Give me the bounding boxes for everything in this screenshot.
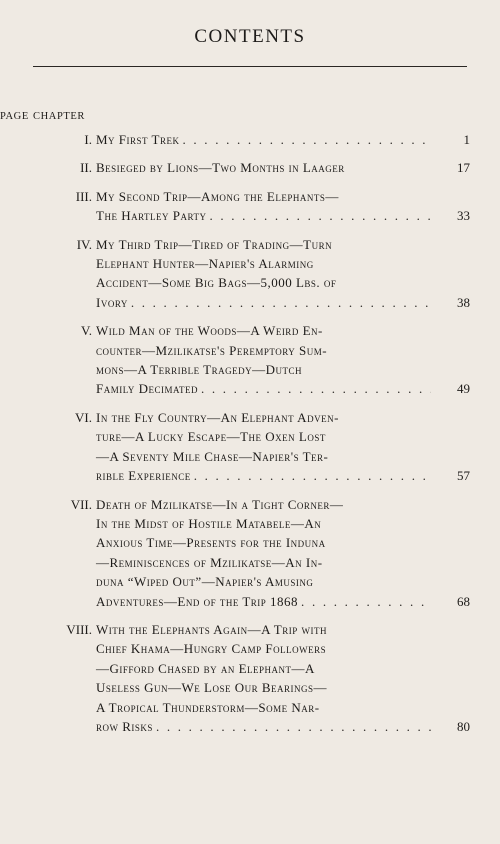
chapter-title-line: duna “Wiped Out”—Napier's Amusing [96,574,314,590]
dot-leader [201,379,431,398]
toc-entry[interactable] [0,620,500,736]
dot-leader [156,717,431,736]
chapter-title-line: Death of Mzilikatse—In a Tight Corner— [96,496,344,512]
chapter-title-line: Elephant Hunter—Napier's Alarming [96,256,314,272]
chapter-title-line [96,206,431,225]
chapter-number: IV. [76,236,92,252]
chapter-title-line [96,379,431,398]
chapter-title-line: With the Elephants Again—A Trip with [96,621,327,637]
toc-entries [0,130,500,745]
chapter-number: III. [75,188,92,204]
chapter-title-line: Anxious Time—Presents for the Induna [96,535,326,551]
chapter-title [96,187,431,226]
title-rule [33,66,467,67]
page-number: 17 [457,160,470,176]
chapter-number: II. [80,160,92,176]
chapter-title-line: —Reminiscences of Mzilikatse—An In- [96,554,323,570]
toc-entry[interactable] [0,408,500,486]
toc-entry[interactable] [0,158,500,177]
chapter-title-line: Wild Man of the Woods—A Weird En- [96,323,323,339]
chapter-title-line: mons—A Terrible Tragedy—Dutch [96,362,302,378]
chapter-title-line: counter—Mzilikatse's Peremptory Sum- [96,342,328,358]
chapter-title-line: Accident—Some Big Bags—5,000 Lbs. of [96,275,337,291]
chapter-title [96,408,431,486]
page-number: 1 [463,132,470,147]
chapter-title-line: Useless Gun—We Lose Our Bearings— [96,680,328,696]
page-title: CONTENTS [194,26,306,47]
chapter-title-text: rible Experience [96,468,191,484]
chapter-column-header: CHAPTER [33,111,86,122]
chapter-title-text: Adventures—End of the Trip 1868 [96,593,299,609]
chapter-title-line [96,717,431,736]
chapter-title [96,620,431,736]
chapter-title-line [96,592,431,611]
chapter-title-line: —A Seventy Mile Chase—Napier's Ter- [96,448,329,464]
chapter-number: V. [81,323,92,339]
chapter-title-text: row Risks [96,718,153,734]
chapter-number: VIII. [66,621,92,637]
chapter-title-line: A Tropical Thunderstorm—Some Nar- [96,699,320,715]
dot-leader [183,130,432,149]
chapter-title-text: Besieged by Lions—Two Months in Laager [96,160,345,176]
page-number: 49 [457,381,470,397]
chapter-title-line [96,158,431,177]
chapter-title-line [96,466,431,485]
page-number: 57 [457,468,470,484]
chapter-number: I. [84,132,92,147]
chapter-title-line [96,130,431,149]
chapter-title-line: Chief Khama—Hungry Camp Followers [96,641,327,657]
chapter-number: VI. [75,409,92,425]
toc-entry[interactable] [0,187,500,226]
page-number: 80 [457,718,470,734]
page-number: 38 [457,294,470,310]
chapter-title-text: The Hartley Party [96,208,207,224]
chapter-title-line: In the Fly Country—An Elephant Adven- [96,409,339,425]
toc-entry[interactable] [0,321,500,399]
chapter-title [96,495,431,611]
toc-entry[interactable] [0,495,500,611]
chapter-title-line: —Gifford Chased by an Elephant—A [96,660,315,676]
chapter-title-line: My Second Trip—Among the Elephants— [96,188,339,204]
chapter-title-text: Family Decimated [96,381,198,397]
chapter-title [96,321,431,399]
chapter-title [96,130,431,149]
chapter-title-text: My First Trek [96,132,180,147]
chapter-number: VII. [70,496,92,512]
chapter-title-line: My Third Trip—Tired of Trading—Turn [96,236,333,252]
page-column-header: PAGE [0,111,29,122]
toc-entry[interactable] [0,235,500,313]
chapter-title-line: In the Midst of Hostile Matabele—An [96,515,322,531]
page-number: 68 [457,593,470,609]
dot-leader [209,206,431,225]
dot-leader [194,466,431,485]
chapter-title [96,235,431,313]
chapter-title-text: Ivory [96,294,128,310]
chapter-title-line [96,293,431,312]
dot-leader [301,592,431,611]
chapter-title [96,158,431,177]
toc-entry[interactable] [0,130,500,149]
dot-leader [131,293,431,312]
page-number: 33 [457,208,470,224]
chapter-title-line: ture—A Lucky Escape—The Oxen Lost [96,429,326,445]
